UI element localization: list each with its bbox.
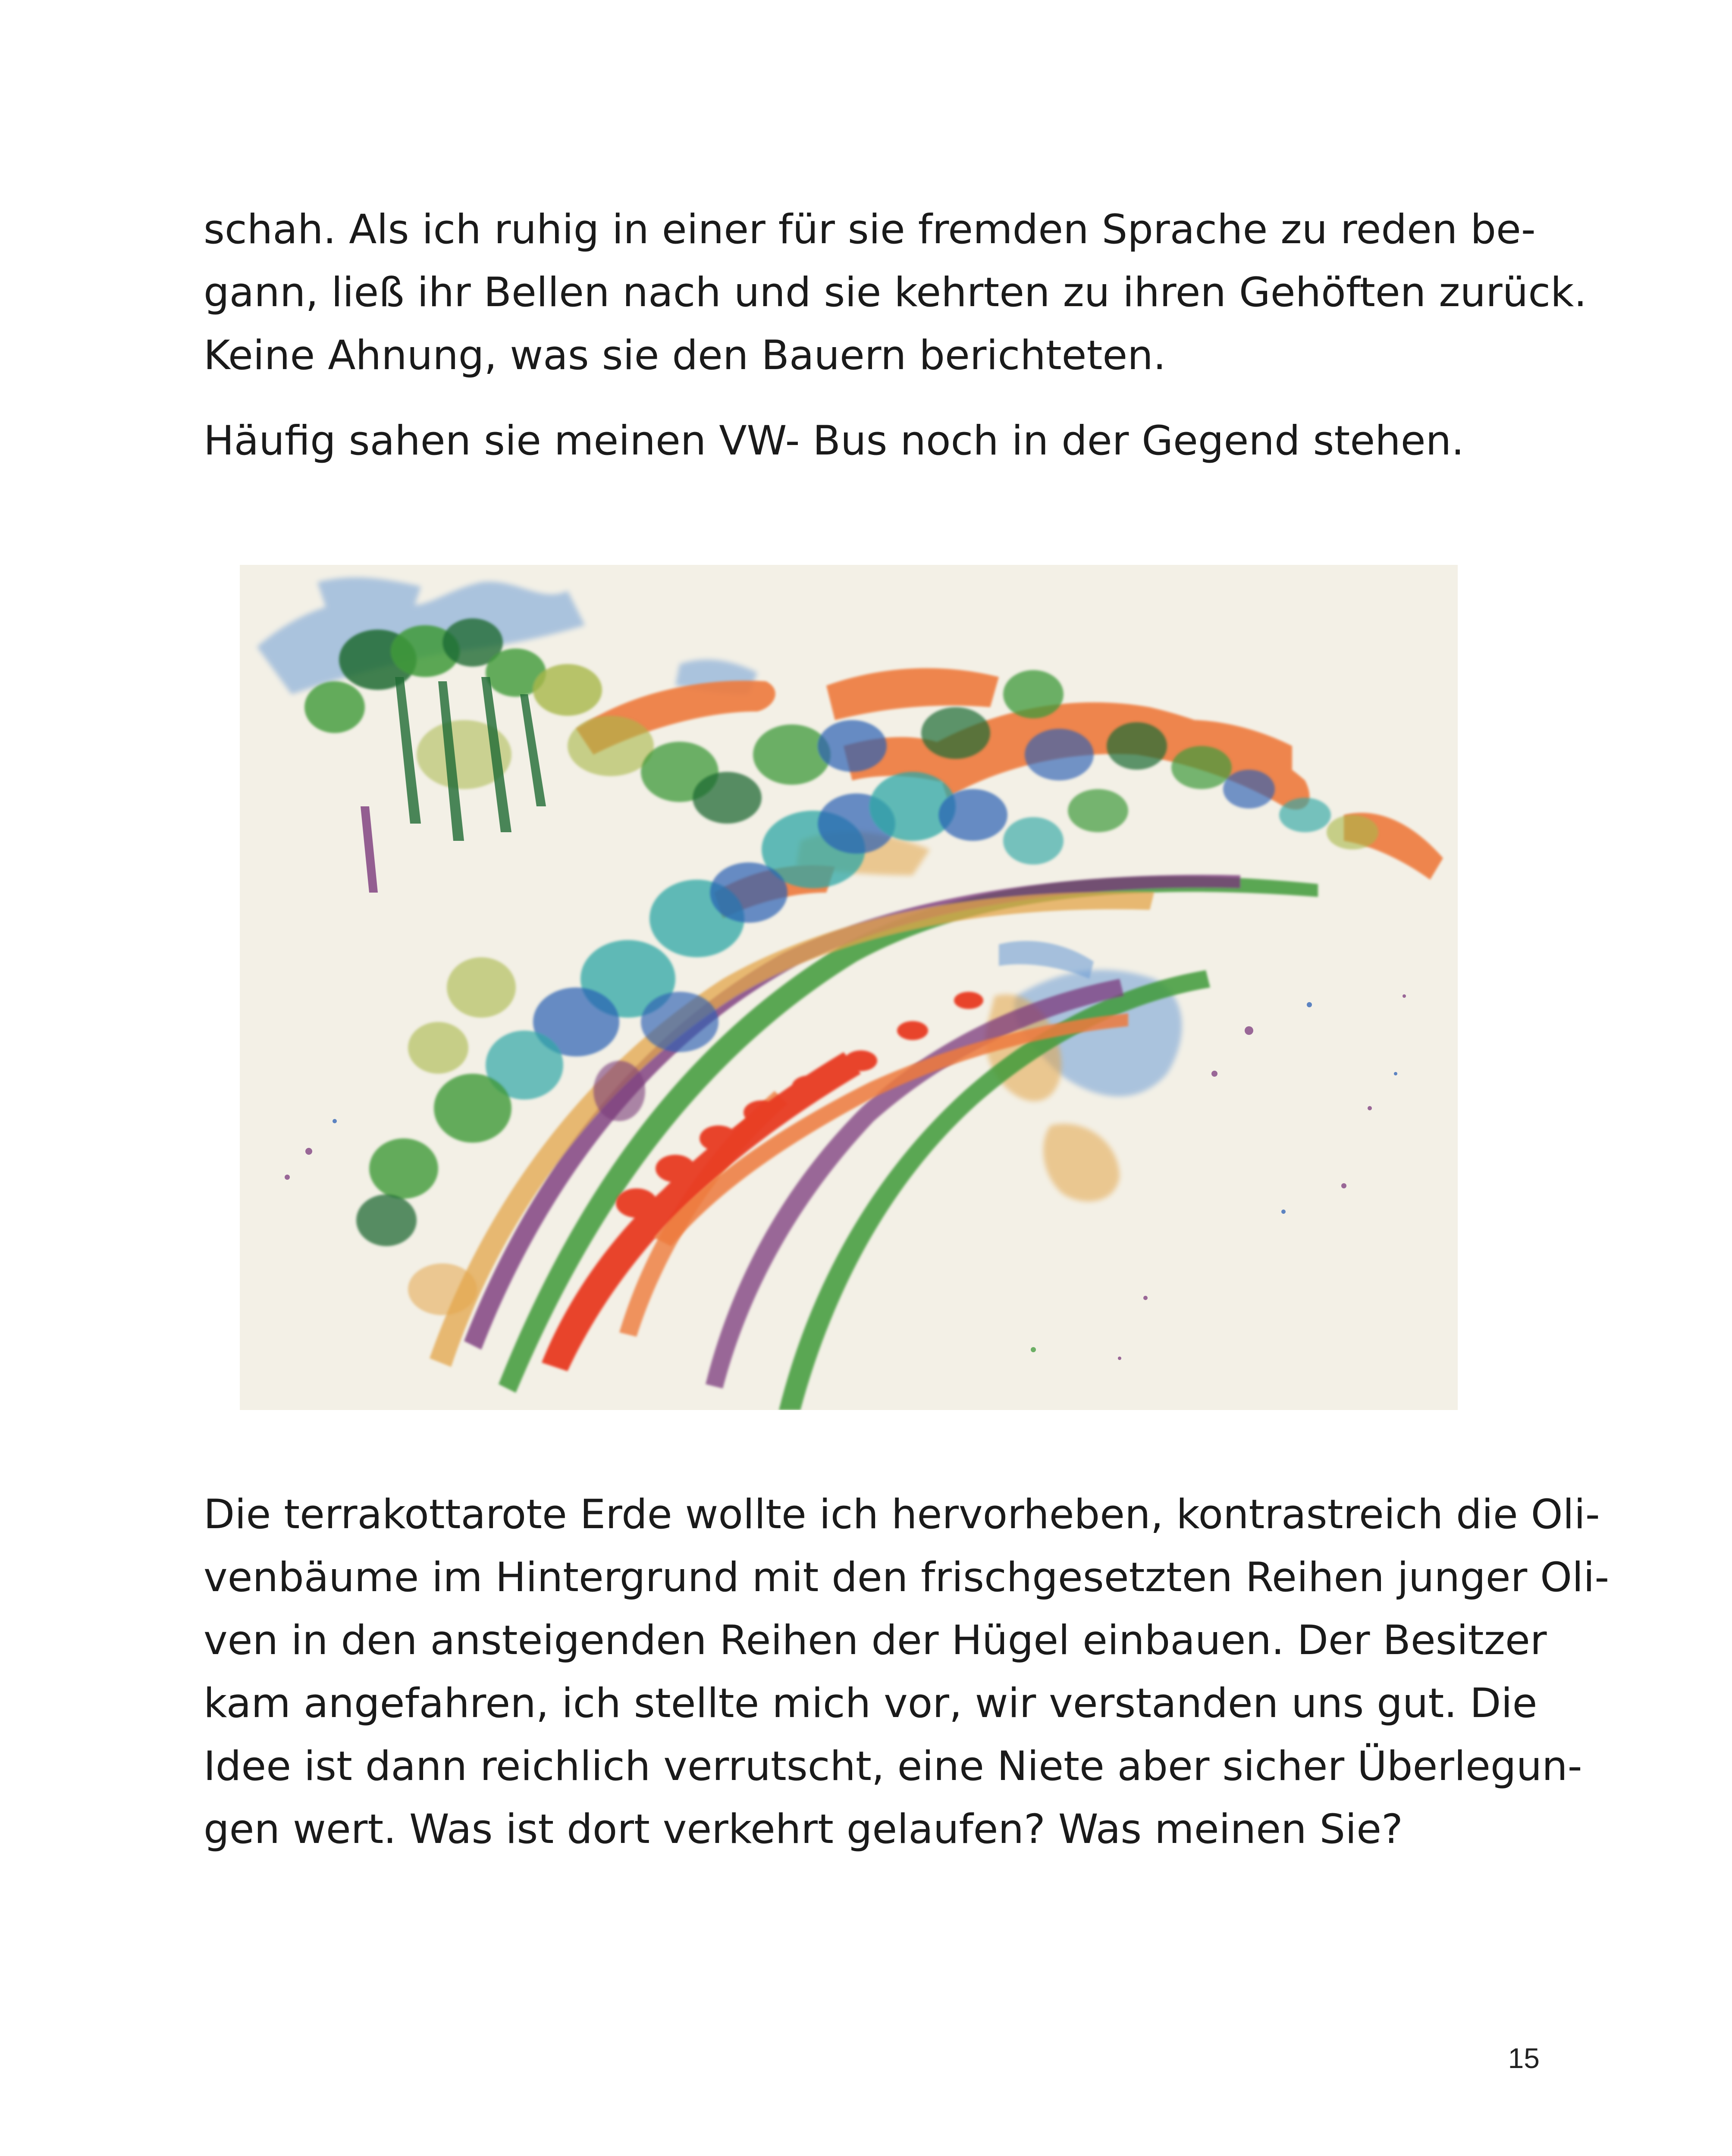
text-line: Idee ist dann reichlich verrutscht, eine Niete aber sicher Überlegun- [204, 1743, 1582, 1790]
page-number: 15 [1508, 2042, 1540, 2074]
watercolor-painting-olive-hills [240, 565, 1458, 1410]
text-line: schah. Als ich ruhig in einer für sie fremden Sprache zu reden be- [204, 206, 1536, 253]
paragraph-2 [204, 410, 1530, 473]
text-line: Die terrakottarote Erde wollte ich hervorheben, kontrastreich die Oli- [204, 1491, 1600, 1538]
text-line: venbäume im Hintergrund mit den frischgesetzten Reihen junger Oli- [204, 1554, 1610, 1601]
text-line: kam angefahren, ich stellte mich vor, wir verstanden uns gut. Die [204, 1680, 1537, 1727]
text-line: Häufig sahen sie meinen VW- Bus noch in der Gegend stehen. [204, 417, 1465, 464]
text-line: gen wert. Was ist dort verkehrt gelaufen? Was meinen Sie? [204, 1806, 1403, 1853]
paragraph-3 [204, 1483, 1610, 1861]
text-line: gann, ließ ihr Bellen nach und sie kehrten zu ihren Gehöften zurück. [204, 269, 1587, 316]
paragraph-1 [204, 198, 1587, 387]
text-line: Keine Ahnung, was sie den Bauern berichteten. [204, 332, 1166, 379]
text-line: ven in den ansteigenden Reihen der Hügel einbauen. Der Besitzer [204, 1617, 1547, 1664]
